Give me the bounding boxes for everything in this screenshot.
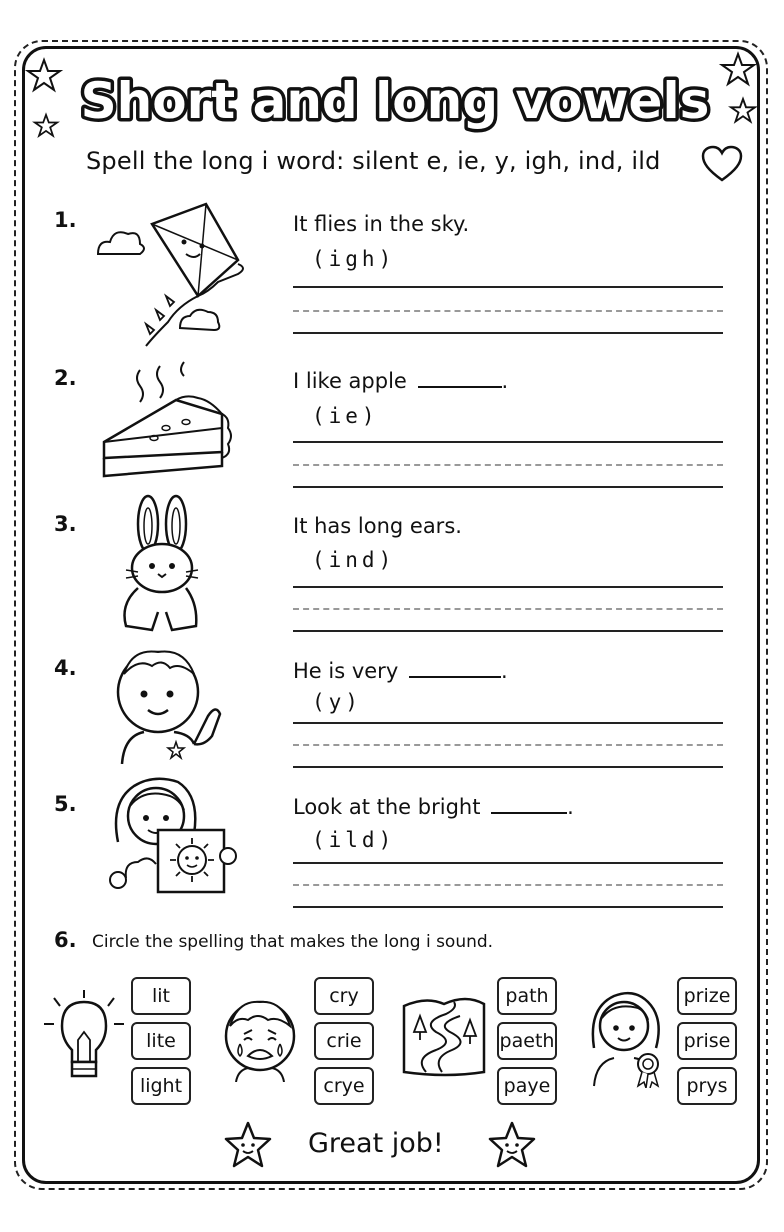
question-prompt: It flies in the sky. <box>293 212 470 236</box>
question-number: 1. <box>54 208 77 232</box>
spelling-hint: (y) <box>312 690 362 714</box>
choice-option[interactable]: prize <box>677 977 737 1015</box>
choice-option[interactable]: light <box>131 1067 191 1105</box>
writing-line[interactable] <box>293 630 723 632</box>
question-number: 6. <box>54 928 77 952</box>
writing-line[interactable] <box>293 766 723 768</box>
writing-guide-line <box>293 608 723 610</box>
footer-message: Great job! <box>308 1128 444 1159</box>
question-number: 3. <box>54 512 77 536</box>
pie-icon <box>96 358 246 488</box>
smiling-star-icon <box>486 1120 538 1170</box>
writing-line[interactable] <box>293 722 723 724</box>
choice-option[interactable]: crye <box>314 1067 374 1105</box>
writing-line[interactable] <box>293 441 723 443</box>
writing-guide-line <box>293 310 723 312</box>
choice-option[interactable]: paye <box>497 1067 557 1105</box>
prompt-text: I like apple <box>293 369 407 393</box>
question-number: 4. <box>54 656 77 680</box>
question-prompt <box>293 794 574 819</box>
spelling-hint: (igh) <box>312 247 396 271</box>
light-bulb-icon <box>44 990 124 1084</box>
question-prompt <box>293 658 508 683</box>
prompt-text: He is very <box>293 659 399 683</box>
writing-line[interactable] <box>293 906 723 908</box>
kite-icon <box>88 196 258 356</box>
writing-line[interactable] <box>293 486 723 488</box>
star-icon <box>32 112 60 140</box>
shy-boy-icon <box>104 640 228 764</box>
page-title <box>70 62 720 142</box>
spelling-hint: (ind) <box>312 548 396 572</box>
answer-blank[interactable] <box>491 794 567 814</box>
path-icon <box>396 992 492 1080</box>
writing-guide-line <box>293 744 723 746</box>
question-instruction: Circle the spelling that makes the long i sound. <box>92 932 494 952</box>
writing-line[interactable] <box>293 286 723 288</box>
writing-line[interactable] <box>293 332 723 334</box>
prize-girl-icon <box>584 988 670 1088</box>
choice-option[interactable]: crie <box>314 1022 374 1060</box>
smiling-star-icon <box>222 1120 274 1170</box>
choice-option[interactable]: path <box>497 977 557 1015</box>
answer-blank[interactable] <box>409 658 501 678</box>
writing-guide-line <box>293 884 723 886</box>
star-icon <box>24 56 64 96</box>
spelling-hint: (ie) <box>312 404 379 428</box>
child-drawing-icon <box>104 772 238 896</box>
question-number: 2. <box>54 366 77 390</box>
crying-child-icon <box>218 990 302 1082</box>
writing-guide-line <box>293 464 723 466</box>
writing-line[interactable] <box>293 862 723 864</box>
subtitle: Spell the long i word: silent e, ie, y, igh, ind, ild <box>86 147 661 175</box>
question-number: 5. <box>54 792 77 816</box>
prompt-punctuation: . <box>500 659 508 683</box>
answer-blank[interactable] <box>418 368 502 388</box>
question-prompt: It has long ears. <box>293 514 462 538</box>
choice-option[interactable]: cry <box>314 977 374 1015</box>
question-prompt <box>293 368 508 393</box>
heart-icon <box>700 144 744 184</box>
choice-option[interactable]: prys <box>677 1067 737 1105</box>
writing-line[interactable] <box>293 586 723 588</box>
prompt-punctuation: . <box>567 795 574 819</box>
spelling-hint: (ild) <box>312 828 396 852</box>
choice-option[interactable]: paeth <box>497 1022 557 1060</box>
choice-option[interactable]: lit <box>131 977 191 1015</box>
star-icon <box>718 50 758 90</box>
prompt-text: Look at the bright <box>293 795 481 819</box>
choice-option[interactable]: prise <box>677 1022 737 1060</box>
star-icon <box>728 96 758 126</box>
svg-text:Short and long vowels: Short and long vowels <box>80 72 710 130</box>
choice-option[interactable]: lite <box>131 1022 191 1060</box>
prompt-punctuation: . <box>501 369 509 393</box>
bunny-icon <box>112 494 212 634</box>
